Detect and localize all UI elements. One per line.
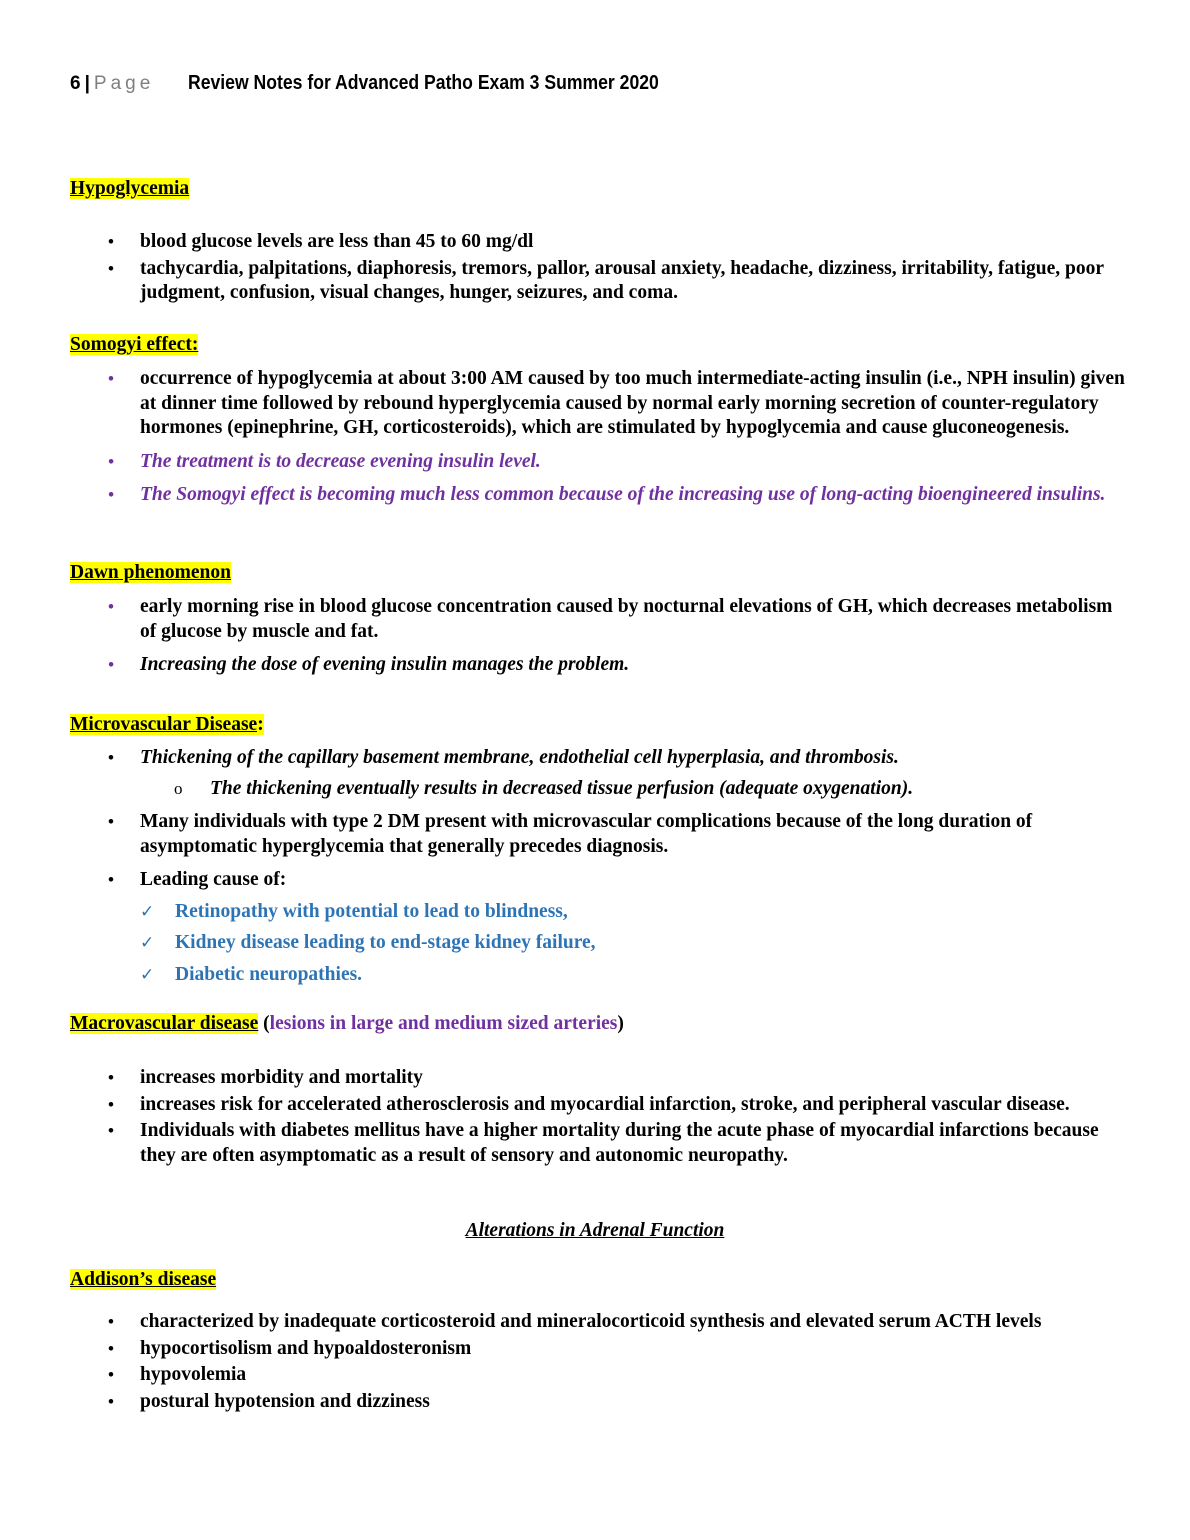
somogyi-list	[70, 367, 1130, 508]
heading-microvascular	[70, 713, 264, 737]
check-item	[70, 931, 1130, 956]
heading-microvascular-text: Microvascular Disease	[70, 714, 258, 735]
list-item	[70, 810, 1130, 859]
page-header	[70, 72, 723, 100]
bullet-icon: •	[108, 1338, 114, 1358]
bullet-icon: •	[108, 451, 114, 471]
heading-dawn	[70, 561, 231, 585]
macrovascular-list	[70, 1066, 1130, 1168]
heading-hypoglycemia	[70, 177, 189, 201]
page-number: 6	[70, 73, 81, 94]
list-item	[70, 1119, 1130, 1168]
bullet-icon: •	[108, 1312, 114, 1331]
macrovascular-note: lesions in large and medium sized arteries	[269, 1013, 618, 1034]
bullet-icon: •	[108, 258, 114, 278]
bullet-icon: •	[108, 1121, 114, 1140]
heading-macrovascular	[70, 1012, 624, 1036]
list-item	[70, 1066, 1130, 1091]
heading-addison-text: Addison’s disease	[70, 1269, 217, 1290]
bullet-icon: •	[108, 1391, 114, 1411]
bullet-icon: •	[108, 748, 114, 767]
list-item	[70, 257, 1130, 306]
page-label: Page	[93, 73, 155, 94]
dawn-list	[70, 595, 1130, 678]
list-item-text: increases risk for accelerated atherosclerosis and myocardial infarction, stroke, and peripheral vascular disease.	[140, 1093, 1070, 1115]
bullet-icon: •	[108, 369, 114, 388]
list-item	[70, 595, 1130, 644]
list-item-text: tachycardia, palpitations, diaphoresis, tremors, pallor, arousal anxiety, headache, dizziness, irritability, fatigue, poor judgment, confusion, visual changes, hunger, seizures, and coma.	[140, 257, 1104, 303]
microvascular-list	[70, 746, 1130, 987]
bullet-icon: •	[108, 812, 114, 831]
checkmark-icon: ✓	[140, 901, 155, 921]
check-item-text: Retinopathy with potential to lead to blindness,	[175, 900, 568, 922]
list-item-text: increases morbidity and mortality	[140, 1067, 423, 1088]
list-item-text: occurrence of hypoglycemia at about 3:00 AM caused by too much intermediate-acting insulin (i.e., NPH insulin) given at dinner time followed by rebound hyperglycemia caused by normal early morning secretion of counter-regulatory hormones (epinephrine, GH, corticosteroids), which are stimulated by hypoglycemia and cause gluconeogenesis.	[140, 368, 1125, 438]
list-item	[70, 746, 1130, 771]
list-item-text: Individuals with diabetes mellitus have a higher mortality during the acute phase of myocardial infarctions because they are often asymptomatic as a result of sensory and autonomic neuropathy.	[140, 1120, 1099, 1166]
list-item-text: postural hypotension and dizziness	[140, 1390, 430, 1412]
bullet-icon: •	[108, 655, 114, 674]
list-item	[70, 1093, 1130, 1118]
heading-microvascular-colon: :	[257, 714, 264, 735]
list-item-text: blood glucose levels are less than 45 to 60 mg/dl	[140, 231, 534, 252]
list-item-text: The treatment is to decrease evening insulin level.	[140, 450, 541, 472]
list-subitem	[70, 777, 1130, 802]
list-item-text: characterized by inadequate corticosteroid and mineralocorticoid synthesis and elevated serum ACTH levels	[140, 1311, 1042, 1332]
check-item	[70, 900, 1130, 925]
list-item	[70, 1310, 1130, 1335]
list-item	[70, 230, 1130, 255]
list-item	[70, 483, 1130, 508]
list-item	[70, 653, 1130, 678]
list-item	[70, 450, 1130, 475]
paren-open: (	[258, 1013, 270, 1034]
list-item-text: hypocortisolism and hypoaldosteronism	[140, 1337, 472, 1359]
list-item	[70, 1337, 1130, 1362]
checkmark-icon: ✓	[140, 964, 155, 984]
list-item	[70, 367, 1130, 441]
check-item-text: Kidney disease leading to end-stage kidney failure,	[175, 932, 596, 953]
paren-close: )	[617, 1013, 624, 1034]
bullet-icon: •	[108, 232, 114, 251]
section-title-adrenal: Alterations in Adrenal Function	[465, 1220, 725, 1241]
heading-hypoglycemia-text: Hypoglycemia	[70, 178, 190, 199]
list-item-text: The Somogyi effect is becoming much less common because of the increasing use of long-acting bioengineered insulins.	[140, 484, 1106, 505]
list-item-text: Leading cause of:	[140, 869, 287, 890]
bullet-icon: •	[108, 485, 114, 504]
heading-macrovascular-text: Macrovascular disease	[70, 1013, 259, 1034]
list-item-text: Increasing the dose of evening insulin manages the problem.	[140, 654, 630, 675]
bullet-icon: •	[108, 1094, 114, 1114]
bullet-icon: •	[108, 1365, 114, 1384]
heading-somogyi	[70, 333, 198, 357]
check-item	[70, 963, 1130, 988]
list-item	[70, 1363, 1130, 1388]
circle-bullet-icon: o	[174, 778, 183, 798]
list-item-text: The thickening eventually results in decreased tissue perfusion (adequate oxygenation).	[210, 777, 914, 799]
list-item	[70, 868, 1130, 893]
checkmark-icon: ✓	[140, 933, 155, 952]
document-title: Review Notes for Advanced Patho Exam 3 Summer 2020	[188, 72, 660, 94]
list-item	[70, 1390, 1130, 1415]
heading-dawn-text: Dawn phenomenon	[70, 562, 231, 583]
bullet-icon: •	[108, 870, 114, 889]
list-item-text: Many individuals with type 2 DM present with microvascular complications because of the long duration of asymptomatic hyperglycemia that generally precedes diagnosis.	[140, 811, 1033, 857]
list-item-text: Thickening of the capillary basement membrane, endothelial cell hyperplasia, and thrombosis.	[140, 747, 899, 768]
header-separator: |	[84, 73, 90, 94]
heading-addison	[70, 1268, 216, 1292]
addison-list	[70, 1310, 1130, 1414]
list-item-text: early morning rise in blood glucose concentration caused by nocturnal elevations of GH, which decreases metabolism of glucose by muscle and fat.	[140, 596, 1113, 642]
bullet-icon: •	[108, 597, 114, 616]
check-item-text: Diabetic neuropathies.	[175, 963, 363, 985]
hypoglycemia-list	[70, 230, 1130, 306]
list-item-text: hypovolemia	[140, 1364, 247, 1385]
heading-somogyi-text: Somogyi effect:	[70, 334, 199, 355]
bullet-icon: •	[108, 1068, 114, 1087]
